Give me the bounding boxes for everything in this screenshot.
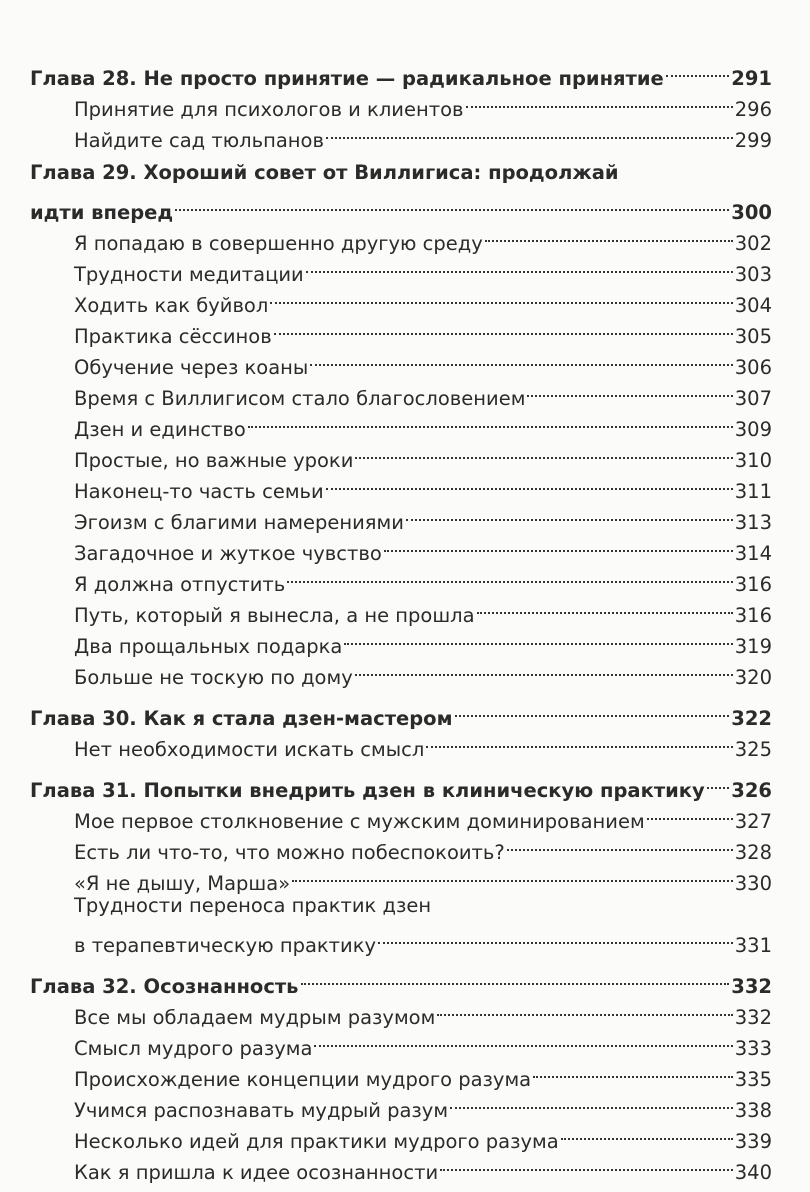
dot-leader: [450, 1086, 733, 1117]
toc-entry-title: Больше не тоскую по дому: [74, 666, 353, 689]
dot-leader: [292, 859, 733, 890]
toc-page-number: 303: [734, 263, 772, 286]
toc-entry-title: Трудности медитации: [74, 263, 304, 286]
toc-page-number: 340: [734, 1161, 772, 1184]
toc-page-number: 307: [734, 387, 772, 410]
dot-leader: [707, 766, 730, 797]
dot-leader: [455, 694, 730, 725]
toc-page-number: 338: [734, 1099, 772, 1122]
toc-chapter-entry: [30, 962, 772, 998]
toc-entry-title: Несколько идей для практики мудрого разума: [74, 1130, 559, 1153]
toc-entry-title: Путь, который я вынесла, а не прошла: [74, 604, 475, 627]
toc-page-number: 316: [734, 573, 772, 596]
dot-leader: [533, 1055, 733, 1086]
toc-entry-title: в терапевтическую практику: [74, 934, 377, 957]
toc-page-number: 310: [734, 449, 772, 472]
toc-entry-title: Простые, но важные уроки: [74, 449, 354, 472]
toc-page-number: 299: [734, 129, 772, 152]
toc-page-number: 309: [734, 418, 772, 441]
dot-leader: [647, 797, 733, 828]
toc-entry-title: Время с Виллигисом стало благословением: [74, 387, 526, 410]
dot-leader: [355, 653, 733, 684]
dot-leader: [248, 405, 733, 436]
toc-entry-title: Глава 29. Хороший совет от Виллигиса: продолжай: [30, 161, 619, 184]
table-of-contents: [30, 54, 772, 1184]
dot-leader: [477, 591, 733, 622]
toc-page-number: 291: [731, 67, 772, 90]
dot-leader: [437, 993, 732, 1024]
dot-leader: [274, 312, 733, 343]
toc-entry-title: идти вперед: [30, 201, 174, 224]
dot-leader: [287, 560, 732, 591]
toc-page-number: 326: [731, 779, 772, 802]
dot-leader: [326, 467, 733, 498]
toc-entry-title: Есть ли что-то, что можно побеспокоить?: [74, 841, 505, 864]
toc-entry-title: Обучение через коаны: [74, 356, 309, 379]
dot-leader: [406, 498, 733, 529]
dot-leader: [344, 622, 732, 653]
toc-entry-title: Происхождение концепции мудрого разума: [74, 1068, 532, 1091]
toc-entry-title: Нет необходимости искать смысл: [74, 738, 425, 761]
toc-section-entry: [30, 921, 772, 957]
toc-entry-title: Ходить как буйвол: [74, 294, 269, 317]
toc-page-number: 335: [734, 1068, 772, 1091]
toc-page-number: 311: [734, 480, 772, 503]
toc-chapter-entry: [30, 157, 772, 188]
toc-entry-title: Я должна отпустить: [74, 573, 286, 596]
toc-entry-title: Эгоизм с благими намерениями: [74, 511, 404, 534]
dot-leader: [507, 828, 733, 859]
dot-leader: [378, 921, 733, 952]
toc-chapter-entry: [30, 694, 772, 730]
toc-page-number: 306: [734, 356, 772, 379]
toc-page-number: 320: [734, 666, 772, 689]
toc-page-number: 333: [734, 1037, 772, 1060]
toc-entry-title: Наконец-то часть семьи: [74, 480, 324, 503]
dot-leader: [175, 188, 729, 219]
toc-page-number: 319: [734, 635, 772, 658]
toc-entry-title: Дзен и единство: [74, 418, 246, 441]
toc-entry-title: Трудности переноса практик дзен: [74, 894, 432, 917]
dot-leader: [440, 1148, 733, 1179]
dot-leader: [527, 374, 732, 405]
toc-entry-title: Как я пришла к идее осознанности: [74, 1161, 439, 1184]
dot-leader: [301, 962, 730, 993]
dot-leader: [561, 1117, 733, 1148]
toc-page-number: 304: [734, 294, 772, 317]
dot-leader: [666, 54, 730, 85]
toc-page-number: 330: [734, 872, 772, 895]
toc-entry-title: Все мы обладаем мудрым разумом: [74, 1006, 436, 1029]
dot-leader: [270, 281, 732, 312]
dot-leader: [466, 85, 733, 116]
toc-page-number: 322: [731, 707, 772, 730]
toc-page-number: 332: [734, 1006, 772, 1029]
toc-page-number: 313: [734, 511, 772, 534]
toc-entry-title: Загадочное и жуткое чувство: [74, 542, 382, 565]
toc-chapter-entry: [30, 188, 772, 224]
toc-section-entry: [30, 890, 772, 921]
toc-page-number: 339: [734, 1130, 772, 1153]
dot-leader: [310, 343, 732, 374]
toc-entry-title: Смысл мудрого разума: [74, 1037, 313, 1060]
dot-leader: [384, 529, 733, 560]
dot-leader: [485, 219, 733, 250]
dot-leader: [314, 1024, 732, 1055]
toc-entry-title: Два прощальных подарка: [74, 635, 343, 658]
toc-chapter-entry: [30, 766, 772, 802]
toc-page-number: 328: [734, 841, 772, 864]
toc-entry-title: Я попадаю в совершенно другую среду: [74, 232, 483, 255]
dot-leader: [426, 725, 732, 756]
toc-entry-title: Мое первое столкновение с мужским доминированием: [74, 810, 645, 833]
toc-page-number: 300: [731, 201, 772, 224]
toc-page-number: 316: [734, 604, 772, 627]
toc-page-number: 332: [731, 975, 772, 998]
toc-page-number: 325: [734, 738, 772, 761]
toc-page-number: 327: [734, 810, 772, 833]
toc-entry-title: Глава 30. Как я стала дзен-мастером: [30, 707, 453, 730]
toc-entry-title: Принятие для психологов и клиентов: [74, 98, 464, 121]
toc-page-number: 314: [734, 542, 772, 565]
toc-entry-title: Учимся распознавать мудрый разум: [74, 1099, 449, 1122]
toc-entry-title: «Я не дышу, Марша»: [74, 872, 291, 895]
toc-chapter-entry: [30, 54, 772, 90]
toc-page-number: 296: [734, 98, 772, 121]
toc-page-number: 331: [734, 934, 772, 957]
dot-leader: [355, 436, 732, 467]
toc-entry-title: Найдите сад тюльпанов: [74, 129, 324, 152]
toc-entry-title: Глава 28. Не просто принятие — радикальное принятие: [30, 67, 664, 90]
toc-page-number: 305: [734, 325, 772, 348]
dot-leader: [306, 250, 733, 281]
toc-entry-title: Практика сёссинов: [74, 325, 272, 348]
dot-leader: [326, 116, 733, 147]
toc-page-number: 302: [734, 232, 772, 255]
toc-entry-title: Глава 31. Попытки внедрить дзен в клиническую практику: [30, 779, 705, 802]
toc-entry-title: Глава 32. Осознанность: [30, 975, 299, 998]
